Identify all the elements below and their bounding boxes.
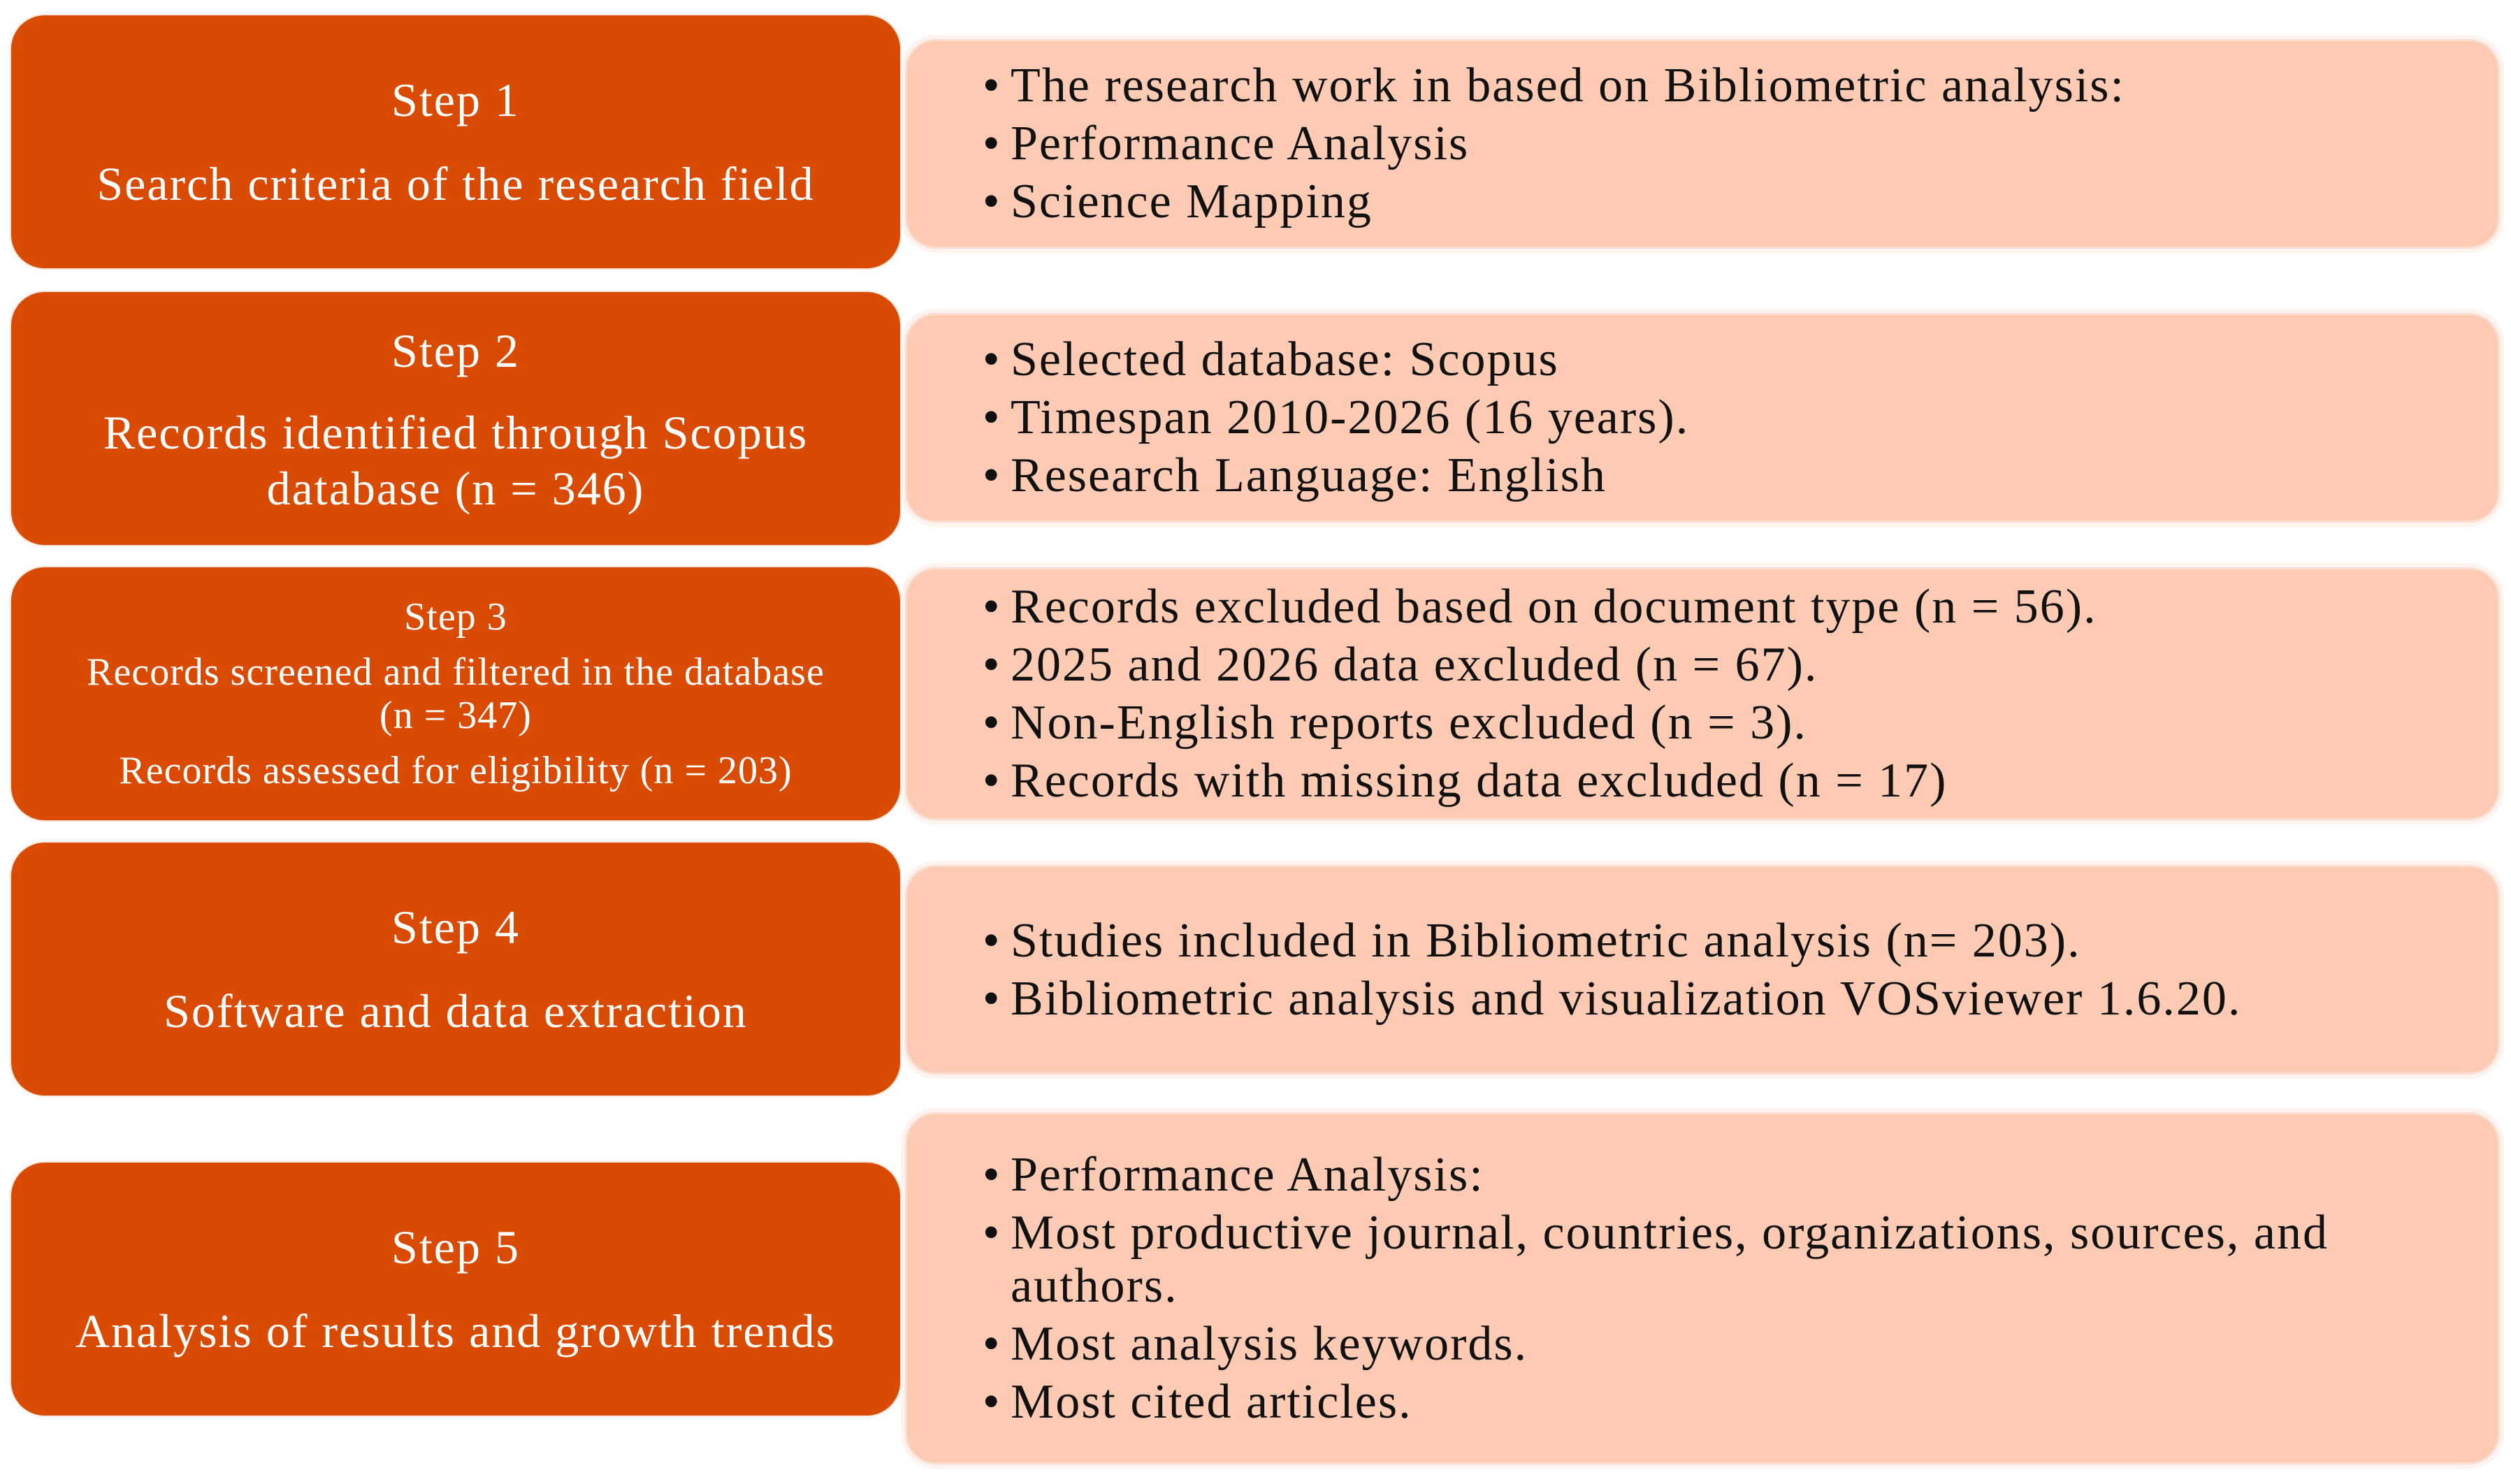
step-3-detail-item: • Records excluded based on document type (n = 56). <box>1011 581 2470 634</box>
step-2-box <box>11 292 900 545</box>
step-5-box <box>11 1163 900 1416</box>
step-1-box <box>11 15 900 268</box>
step-2-title-line-2: database (n = 346) <box>266 462 645 515</box>
step-5-label: Step 5 <box>391 1221 520 1274</box>
step-1-detail-item: • Science Mapping <box>1011 175 2470 228</box>
step-2-label: Step 2 <box>391 324 520 377</box>
step-2-title-line-1: Records identified through Scopus <box>103 406 809 459</box>
step-5-detail-item: • Most analysis keywords. <box>1011 1318 2470 1371</box>
step-3-box <box>11 567 900 820</box>
step-4-details <box>905 865 2500 1075</box>
step-5-detail-item: • Performance Analysis: <box>1011 1149 2470 1202</box>
step-4-title: Software and data extraction <box>164 984 748 1038</box>
step-2-details <box>905 313 2500 523</box>
step-3-title-line-3: Records assessed for eligibility (n = 203) <box>119 749 793 792</box>
step-5-title: Analysis of results and growth trends <box>75 1304 837 1358</box>
step-3-title-line-1: Records screened and filtered in the database <box>87 650 825 694</box>
step-1-label: Step 1 <box>391 73 520 126</box>
step-3-detail-item: • Records with missing data excluded (n = 17) <box>1011 755 2470 808</box>
step-5-details <box>905 1112 2500 1464</box>
step-2-detail-item: • Timespan 2010-2026 (16 years). <box>1011 391 2470 444</box>
step-1-detail-item: • Performance Analysis <box>1011 117 2470 170</box>
step-3-title-line-2: (n = 347) <box>379 694 532 737</box>
step-4-box <box>11 843 900 1096</box>
step-3-label: Step 3 <box>404 595 507 639</box>
step-5-detail-item: • Most productive journal, countries, organizations, sources, and authors. <box>1011 1207 2470 1313</box>
step-4-detail-item: • Bibliometric analysis and visualization VOSviewer 1.6.20. <box>1011 973 2470 1026</box>
step-3-detail-item: • 2025 and 2026 data excluded (n = 67). <box>1011 639 2470 692</box>
step-3-details <box>905 567 2500 820</box>
step-4-detail-item: • Studies included in Bibliometric analysis (n= 203). <box>1011 915 2470 968</box>
step-1-detail-item: • The research work in based on Bibliometric analysis: <box>1011 59 2470 112</box>
step-1-title: Search criteria of the research field <box>96 157 815 210</box>
step-3-detail-item: • Non-English reports excluded (n = 3). <box>1011 697 2470 750</box>
step-1-details <box>905 39 2500 249</box>
step-5-detail-item: • Most cited articles. <box>1011 1376 2470 1429</box>
step-4-label: Step 4 <box>391 901 520 954</box>
step-2-detail-item: • Research Language: English <box>1011 449 2470 502</box>
step-2-detail-item: • Selected database: Scopus <box>1011 333 2470 386</box>
